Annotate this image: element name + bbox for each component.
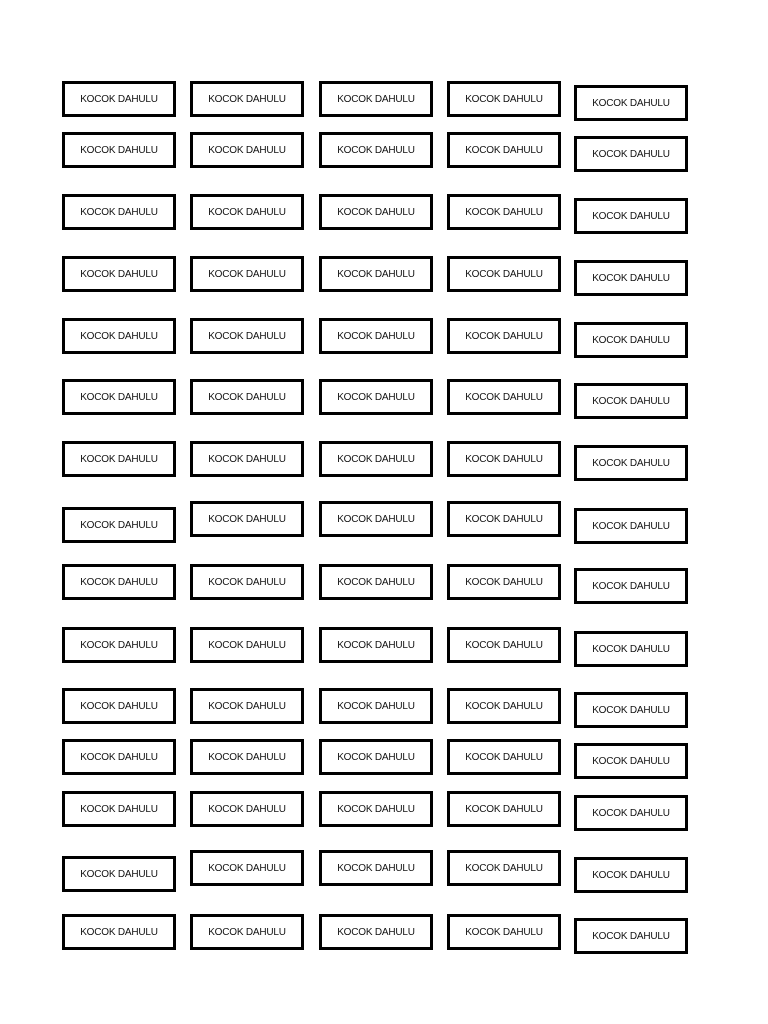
label-box [190,81,304,117]
label-box [190,132,304,168]
label-text: KOCOK DAHULU [465,144,543,156]
label-text: KOCOK DAHULU [80,519,158,531]
label-text: KOCOK DAHULU [592,930,670,942]
label-box [62,256,176,292]
label-text: KOCOK DAHULU [208,330,286,342]
label-text: KOCOK DAHULU [208,926,286,938]
label-box [319,791,433,827]
label-box [447,379,561,415]
label-text: KOCOK DAHULU [208,513,286,525]
label-text: KOCOK DAHULU [208,144,286,156]
label-box [447,441,561,477]
label-text: KOCOK DAHULU [337,751,415,763]
label-text: KOCOK DAHULU [208,751,286,763]
label-box [574,260,688,296]
label-box [574,692,688,728]
label-text: KOCOK DAHULU [465,513,543,525]
label-text: KOCOK DAHULU [80,391,158,403]
label-text: KOCOK DAHULU [465,862,543,874]
label-text: KOCOK DAHULU [80,751,158,763]
label-box [319,688,433,724]
label-box [447,194,561,230]
label-box [447,688,561,724]
label-text: KOCOK DAHULU [465,751,543,763]
label-text: KOCOK DAHULU [465,803,543,815]
label-box [62,507,176,543]
label-text: KOCOK DAHULU [465,93,543,105]
label-box [319,256,433,292]
label-box [319,441,433,477]
label-box [62,81,176,117]
label-text: KOCOK DAHULU [592,148,670,160]
label-box [190,791,304,827]
label-box [447,914,561,950]
label-box [574,136,688,172]
label-box [62,627,176,663]
label-text: KOCOK DAHULU [80,868,158,880]
label-box [574,918,688,954]
label-box [62,688,176,724]
label-box [574,383,688,419]
label-text: KOCOK DAHULU [337,862,415,874]
label-text: KOCOK DAHULU [80,453,158,465]
label-box [190,914,304,950]
label-box [574,85,688,121]
label-box [574,857,688,893]
label-text: KOCOK DAHULU [592,755,670,767]
label-text: KOCOK DAHULU [592,334,670,346]
label-text: KOCOK DAHULU [337,206,415,218]
label-box [574,445,688,481]
label-text: KOCOK DAHULU [337,639,415,651]
label-box [319,379,433,415]
label-box [190,564,304,600]
label-text: KOCOK DAHULU [465,391,543,403]
label-text: KOCOK DAHULU [592,643,670,655]
label-box [447,81,561,117]
label-box [190,441,304,477]
label-text: KOCOK DAHULU [80,268,158,280]
label-text: KOCOK DAHULU [337,803,415,815]
label-box [574,568,688,604]
label-text: KOCOK DAHULU [337,576,415,588]
label-text: KOCOK DAHULU [465,330,543,342]
label-text: KOCOK DAHULU [80,144,158,156]
label-box [447,318,561,354]
label-box [190,627,304,663]
label-box [190,501,304,537]
label-box [62,318,176,354]
label-box [62,564,176,600]
label-box [190,379,304,415]
label-box [447,739,561,775]
label-text: KOCOK DAHULU [208,803,286,815]
label-text: KOCOK DAHULU [592,807,670,819]
label-box [447,627,561,663]
label-box [62,791,176,827]
label-box [62,739,176,775]
label-box [574,743,688,779]
label-text: KOCOK DAHULU [80,576,158,588]
label-box [319,739,433,775]
label-box [574,198,688,234]
label-text: KOCOK DAHULU [592,457,670,469]
label-text: KOCOK DAHULU [337,268,415,280]
label-box [62,856,176,892]
label-box [319,81,433,117]
label-text: KOCOK DAHULU [592,210,670,222]
label-text: KOCOK DAHULU [208,700,286,712]
label-text: KOCOK DAHULU [465,639,543,651]
label-box [319,194,433,230]
label-box [62,914,176,950]
label-box [574,795,688,831]
label-box [574,322,688,358]
label-box [319,627,433,663]
label-box [190,850,304,886]
label-box [447,256,561,292]
label-text: KOCOK DAHULU [80,206,158,218]
label-box [447,501,561,537]
label-text: KOCOK DAHULU [592,580,670,592]
label-text: KOCOK DAHULU [592,869,670,881]
label-text: KOCOK DAHULU [80,639,158,651]
label-text: KOCOK DAHULU [80,926,158,938]
label-text: KOCOK DAHULU [337,330,415,342]
label-text: KOCOK DAHULU [592,704,670,716]
label-box [62,441,176,477]
label-text: KOCOK DAHULU [337,144,415,156]
label-box [62,194,176,230]
label-box [319,914,433,950]
label-text: KOCOK DAHULU [80,330,158,342]
label-box [190,739,304,775]
label-text: KOCOK DAHULU [592,97,670,109]
label-box [319,850,433,886]
label-box [190,318,304,354]
label-text: KOCOK DAHULU [465,700,543,712]
label-box [574,508,688,544]
label-box [447,791,561,827]
label-text: KOCOK DAHULU [465,926,543,938]
label-box [319,564,433,600]
label-text: KOCOK DAHULU [208,93,286,105]
label-box [190,194,304,230]
label-box [319,132,433,168]
label-text: KOCOK DAHULU [465,576,543,588]
label-box [319,501,433,537]
label-text: KOCOK DAHULU [80,803,158,815]
label-box [447,564,561,600]
label-text: KOCOK DAHULU [592,395,670,407]
label-text: KOCOK DAHULU [337,453,415,465]
label-text: KOCOK DAHULU [337,926,415,938]
label-text: KOCOK DAHULU [592,520,670,532]
label-text: KOCOK DAHULU [208,576,286,588]
label-text: KOCOK DAHULU [208,862,286,874]
label-text: KOCOK DAHULU [465,268,543,280]
label-text: KOCOK DAHULU [208,453,286,465]
label-text: KOCOK DAHULU [208,268,286,280]
label-box [447,132,561,168]
label-text: KOCOK DAHULU [337,93,415,105]
label-box [447,850,561,886]
label-text: KOCOK DAHULU [465,206,543,218]
label-text: KOCOK DAHULU [465,453,543,465]
label-text: KOCOK DAHULU [208,391,286,403]
label-text: KOCOK DAHULU [208,639,286,651]
label-text: KOCOK DAHULU [80,93,158,105]
label-text: KOCOK DAHULU [337,700,415,712]
label-box [190,688,304,724]
label-text: KOCOK DAHULU [337,391,415,403]
label-text: KOCOK DAHULU [337,513,415,525]
label-box [62,132,176,168]
label-box [190,256,304,292]
label-text: KOCOK DAHULU [208,206,286,218]
label-text: KOCOK DAHULU [592,272,670,284]
label-box [319,318,433,354]
label-text: KOCOK DAHULU [80,700,158,712]
label-box [62,379,176,415]
label-box [574,631,688,667]
